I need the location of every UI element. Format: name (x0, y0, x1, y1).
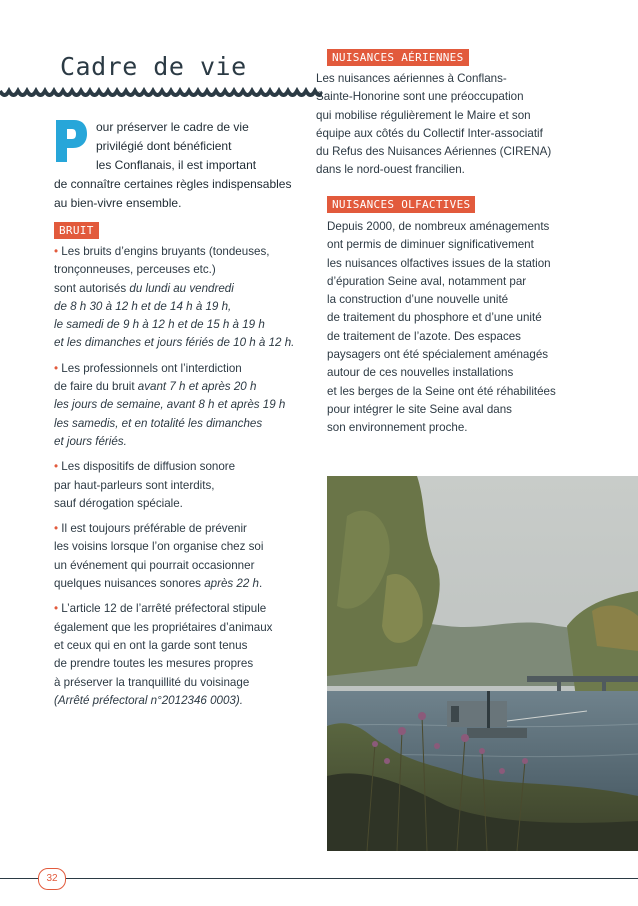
text-line: les jours de semaine, avant 8 h et après 19 h (54, 398, 286, 412)
text-line: également que les propriétaires d’animaux (54, 620, 273, 634)
text-line: le samedi de 9 h à 12 h et de 15 h à 19 h (54, 318, 265, 332)
text-line: à préserver la tranquillité du voisinage (54, 675, 250, 689)
text-line: du Refus des Nuisances Aériennes (CIRENA) (316, 145, 552, 159)
dropcap-p (54, 118, 88, 164)
text-line: les samedis, et en totalité les dimanches (54, 416, 263, 430)
aeriennes-body (316, 70, 632, 180)
intro-line: les Conflanais, il est important (96, 158, 257, 172)
seine-riverbank-photo (327, 476, 638, 851)
text-line: Les dispositifs de diffusion sonore (61, 460, 236, 474)
text-line: . (258, 577, 263, 591)
text-line: Il est toujours préférable de prévenir (61, 522, 247, 536)
intro-line: de connaître certaines règles indispensables (54, 177, 292, 191)
section-tag-olfactives: NUISANCES OLFACTIVES (327, 196, 475, 213)
text-line: et ceux qui en ont la garde sont tenus (54, 638, 248, 652)
text-line: et les dimanches et jours fériés de 10 h à 12 h. (54, 336, 295, 350)
text-line: de 8 h 30 à 12 h et de 14 h à 19 h, (54, 299, 232, 313)
bullet: • (54, 245, 59, 258)
bullet: • (54, 361, 59, 375)
text-line: par haut-parleurs sont interdits, (54, 478, 215, 492)
bruit-body (54, 243, 322, 717)
wavy-divider (0, 84, 322, 98)
text-line: Les bruits d’engins bruyants (tondeuses, (61, 245, 270, 258)
bruit-paragraph-2 (54, 360, 322, 451)
text-line: autour de ces nouvelles installations (327, 366, 514, 380)
intro-line: privilégié dont bénéficient (96, 139, 232, 153)
page-number: 32 (38, 868, 66, 890)
bullet: • (54, 460, 59, 474)
text-line: dans le nord-ouest francilien. (316, 163, 465, 177)
text-line: Les nuisances aériennes à Conflans- (316, 72, 507, 85)
text-line: du lundi au vendredi (129, 281, 234, 295)
page-title: Cadre de vie (60, 52, 247, 81)
text-line: les voisins lorsque l’on organise chez soi (54, 540, 264, 554)
text-line: avant 7 h et après 20 h (137, 380, 257, 394)
section-tag-aeriennes: NUISANCES AÉRIENNES (327, 49, 469, 66)
text-line: de traitement de l’azote. Des espaces (327, 329, 521, 343)
text-line: et jours fériés. (54, 434, 127, 448)
bruit-paragraph-3 (54, 458, 322, 513)
text-line: Sainte-Honorine sont une préoccupation (316, 90, 524, 104)
text-line: quelques nuisances sonores (54, 577, 205, 591)
text-line: les nuisances olfactives issues de la station (327, 256, 551, 270)
intro-line: au bien-vivre ensemble. (54, 196, 182, 210)
text-line: L’article 12 de l’arrêté préfectoral stipule (61, 602, 267, 616)
text-line: de faire du bruit (54, 380, 138, 394)
text-line: de prendre toutes les mesures propres (54, 657, 254, 671)
olfactives-body (327, 218, 632, 438)
text-line: paysagers ont été spécialement aménagés (327, 348, 549, 362)
bruit-paragraph-4 (54, 520, 322, 593)
section-tag-bruit: BRUIT (54, 222, 99, 239)
text-line: et les berges de la Seine ont été réhabilitées (327, 384, 556, 398)
text-line: Les professionnels ont l’interdiction (61, 361, 242, 375)
bullet: • (54, 602, 59, 616)
footer-rule (0, 878, 638, 879)
text-line: qui mobilise régulièrement le Maire et son (316, 108, 531, 122)
text-line: (Arrêté préfectoral n°2012346 0003). (54, 693, 243, 707)
text-line: équipe aux côtés du Collectif Inter-associatif (316, 126, 543, 140)
bullet: • (54, 522, 59, 536)
text-line: sont autorisés (54, 281, 130, 295)
text-line: d’épuration Seine aval, notamment par (327, 274, 527, 288)
text-line: sauf dérogation spéciale. (54, 496, 183, 510)
text-line: Depuis 2000, de nombreux aménagements (327, 220, 550, 233)
text-line: après 22 h (204, 577, 259, 591)
text-line: la construction d’une nouvelle unité (327, 293, 509, 307)
text-line: pour intégrer le site Seine aval dans (327, 402, 512, 416)
text-line: un événement qui pourrait occasionner (54, 558, 255, 572)
bruit-paragraph-5 (54, 600, 322, 710)
text-line: tronçonneuses, perceuses etc.) (54, 263, 216, 277)
text-line: son environnement proche. (327, 421, 468, 435)
text-line: ont permis de diminuer significativement (327, 238, 534, 252)
bruit-paragraph-1 (54, 243, 322, 353)
intro-line: our préserver le cadre de vie (96, 120, 249, 134)
text-line: de traitement du phosphore et d’une unité (327, 311, 542, 325)
